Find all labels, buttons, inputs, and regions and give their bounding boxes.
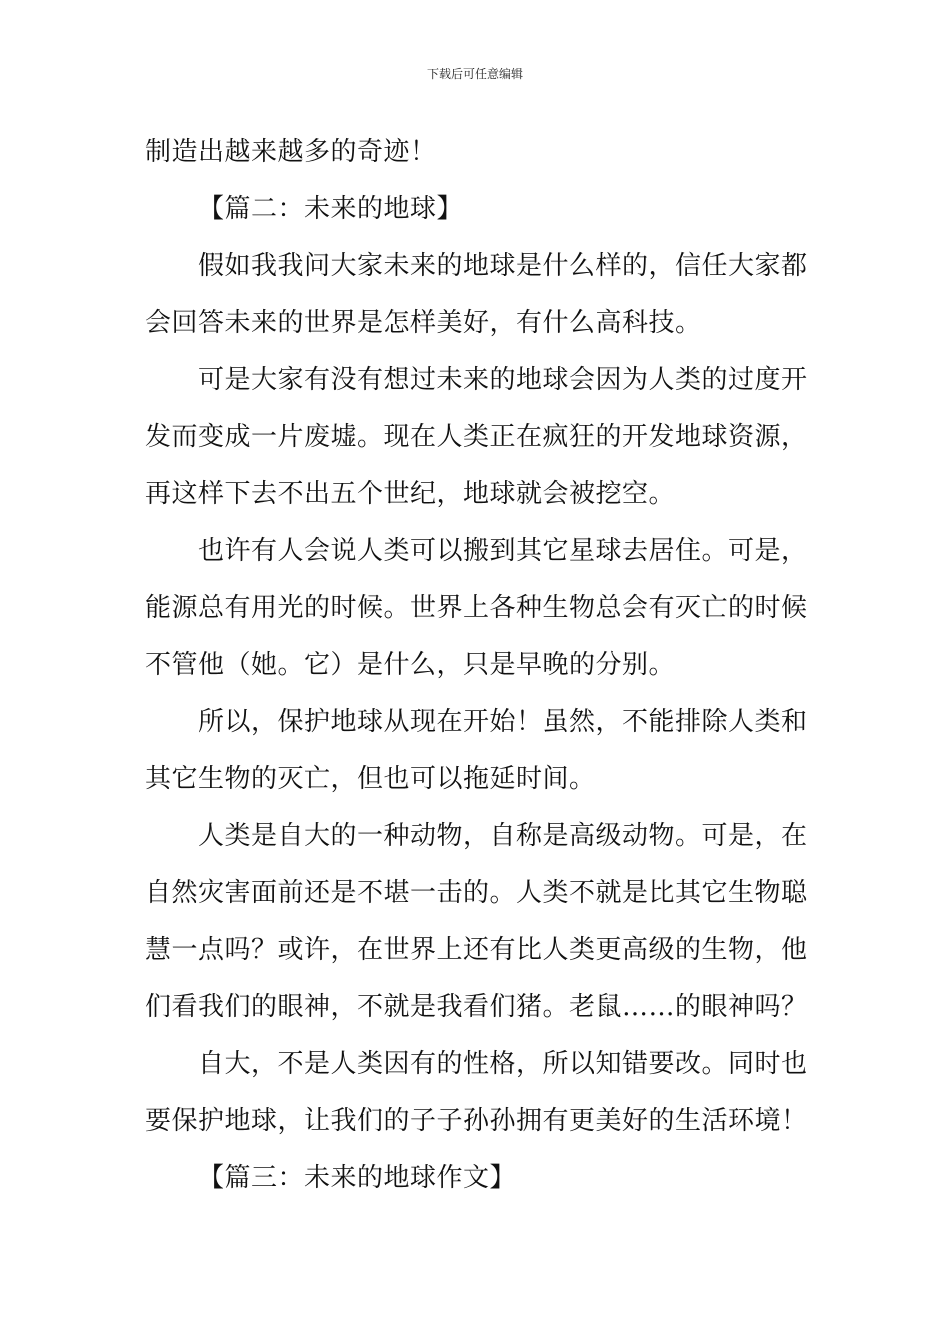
text-line: 不管他（她。它）是什么，只是早晚的分别。 [145, 650, 676, 680]
text-line: 假如我我问大家未来的地球是什么样的，信任大家都 [198, 251, 808, 281]
section-heading: 【篇二：未来的地球】 [198, 194, 464, 224]
text-line: 人类是自大的一种动物，自称是高级动物。可是，在 [198, 821, 808, 851]
page-header: 下载后可任意编辑 [426, 67, 523, 81]
text-line: 也许有人会说人类可以搬到其它星球去居住。可是， [198, 536, 808, 566]
text-line: 自大，不是人类因有的性格，所以知错要改。同时也 [198, 1049, 808, 1079]
document-body [145, 124, 810, 1207]
text-line: 能源总有用光的时候。世界上各种生物总会有灭亡的时候 [145, 593, 808, 623]
text-line: 制造出越来越多的奇迹！ [145, 137, 437, 167]
text-line: 自然灾害面前还是不堪一击的。人类不就是比其它生物聪 [145, 878, 808, 908]
text-line: 再这样下去不出五个世纪，地球就会被挖空。 [145, 479, 676, 509]
section-heading: 【篇三：未来的地球作文】 [198, 1163, 517, 1193]
text-line: 可是大家有没有想过未来的地球会因为人类的过度开 [198, 365, 808, 395]
text-line: 会回答未来的世界是怎样美好，有什么高科技。 [145, 308, 702, 338]
text-line: 们看我们的眼神，不就是我看们猪。老鼠……的眼神吗？ [145, 992, 808, 1022]
text-line: 慧一点吗？或许，在世界上还有比人类更高级的生物，他 [145, 935, 808, 965]
text-line: 其它生物的灭亡，但也可以拖延时间。 [145, 764, 596, 794]
text-line: 所以，保护地球从现在开始！虽然，不能排除人类和 [198, 707, 808, 737]
text-line: 发而变成一片废墟。现在人类正在疯狂的开发地球资源， [145, 422, 808, 452]
text-line: 要保护地球，让我们的子子孙孙拥有更美好的生活环境！ [145, 1106, 808, 1136]
